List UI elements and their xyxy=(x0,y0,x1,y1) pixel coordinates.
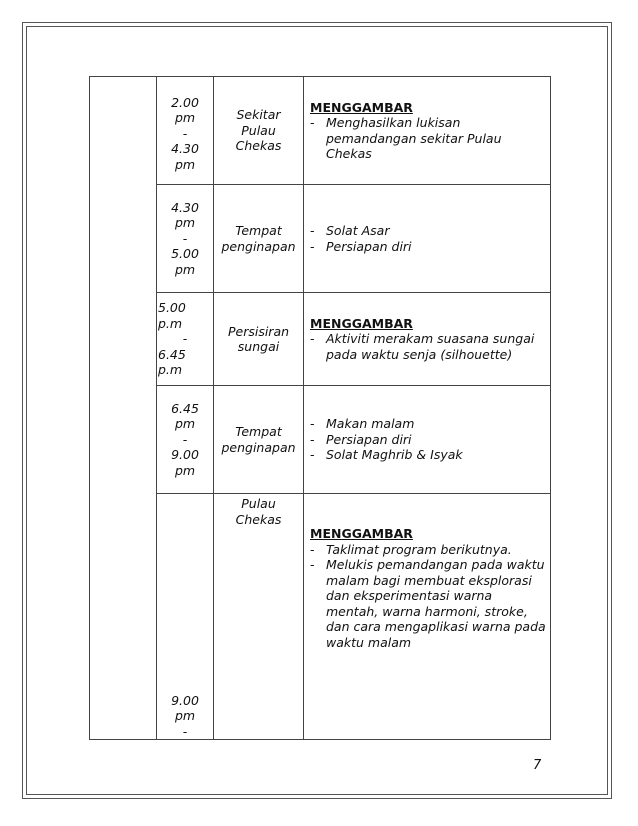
time-line: - xyxy=(182,125,188,141)
time-line: pm xyxy=(174,215,196,231)
place-line: sungai xyxy=(237,339,280,354)
time-line: - xyxy=(182,331,188,347)
place-cell xyxy=(214,386,304,494)
activity-item: - Persiapan diri xyxy=(310,239,546,255)
time-line: - xyxy=(182,431,188,447)
time-line: 9.00 xyxy=(171,692,199,708)
place-line: Persisiran xyxy=(227,323,290,339)
activity-item: - Taklimat program berikutnya. xyxy=(310,542,546,558)
activity-cell xyxy=(304,386,551,494)
time-line: - xyxy=(182,723,188,739)
time-line: 5.00 xyxy=(171,246,199,262)
activity-item: - Solat Maghrib & Isyak xyxy=(310,447,546,463)
page-number: 7 xyxy=(533,758,542,773)
table-row xyxy=(90,386,551,494)
time-cell xyxy=(157,386,214,494)
activity-item: - Solat Asar xyxy=(310,223,546,239)
place-line: Tempat xyxy=(235,223,282,238)
table-row xyxy=(90,77,551,185)
activity-item: - Aktiviti merakam suasana sungai pada waktu senja (silhouette) xyxy=(310,331,546,362)
time-line: pm xyxy=(174,110,196,126)
time-line: 6.45 xyxy=(171,400,199,416)
blank-column xyxy=(90,77,157,740)
time-line: pm xyxy=(174,708,196,723)
time-line: - xyxy=(182,230,188,246)
place-cell xyxy=(214,293,304,386)
time-line: 4.30 xyxy=(171,199,199,215)
place-line: Pulau xyxy=(241,122,276,138)
activity-item: - Persiapan diri xyxy=(310,432,546,448)
place-line: Chekas xyxy=(235,138,282,154)
activity-item: - Melukis pemandangan pada waktu malam bagi membuat eksplorasi dan eksperimentasi warna mentah, warna harmoni, stroke, dan cara mengaplikasi warna pada waktu malam xyxy=(310,557,546,650)
activity-item: - Menghasilkan lukisan pemandangan sekitar Pulau Chekas xyxy=(310,115,546,162)
time-line: pm xyxy=(174,156,196,172)
place-line: penginapan xyxy=(221,238,296,254)
time-cell xyxy=(157,77,214,185)
place-line: Tempat xyxy=(235,424,282,439)
place-line: Pulau xyxy=(241,496,276,511)
time-line: 9.00 xyxy=(171,447,199,463)
table-row xyxy=(90,494,551,740)
activity-cell xyxy=(304,293,551,386)
time-cell xyxy=(157,293,214,386)
place-line: penginapan xyxy=(221,439,296,455)
time-cell xyxy=(157,494,214,740)
activity-cell xyxy=(304,77,551,185)
activity-item: - Makan malam xyxy=(310,416,546,432)
time-line: p.m xyxy=(158,362,183,378)
time-line: 5.00 xyxy=(158,300,186,316)
place-cell xyxy=(214,494,304,740)
place-line: Sekitar xyxy=(236,107,281,123)
time-line: 2.00 xyxy=(171,94,199,110)
time-line: p.m xyxy=(158,315,183,331)
time-line: pm xyxy=(174,261,196,277)
place-cell xyxy=(214,185,304,293)
activity-cell xyxy=(304,185,551,293)
table-row xyxy=(90,185,551,293)
time-line: 4.30 xyxy=(171,141,199,157)
place-line: Chekas xyxy=(235,511,282,527)
time-cell xyxy=(157,185,214,293)
table-row xyxy=(90,293,551,386)
activity-heading: MENGGAMBAR xyxy=(310,526,413,541)
time-line: pm xyxy=(174,462,196,478)
activity-heading: MENGGAMBAR xyxy=(310,99,413,115)
place-cell xyxy=(214,77,304,185)
activity-heading: MENGGAMBAR xyxy=(310,315,413,331)
activity-cell xyxy=(304,494,551,740)
time-line: pm xyxy=(174,416,196,432)
schedule-table xyxy=(89,76,551,740)
time-line: 6.45 xyxy=(158,346,186,362)
